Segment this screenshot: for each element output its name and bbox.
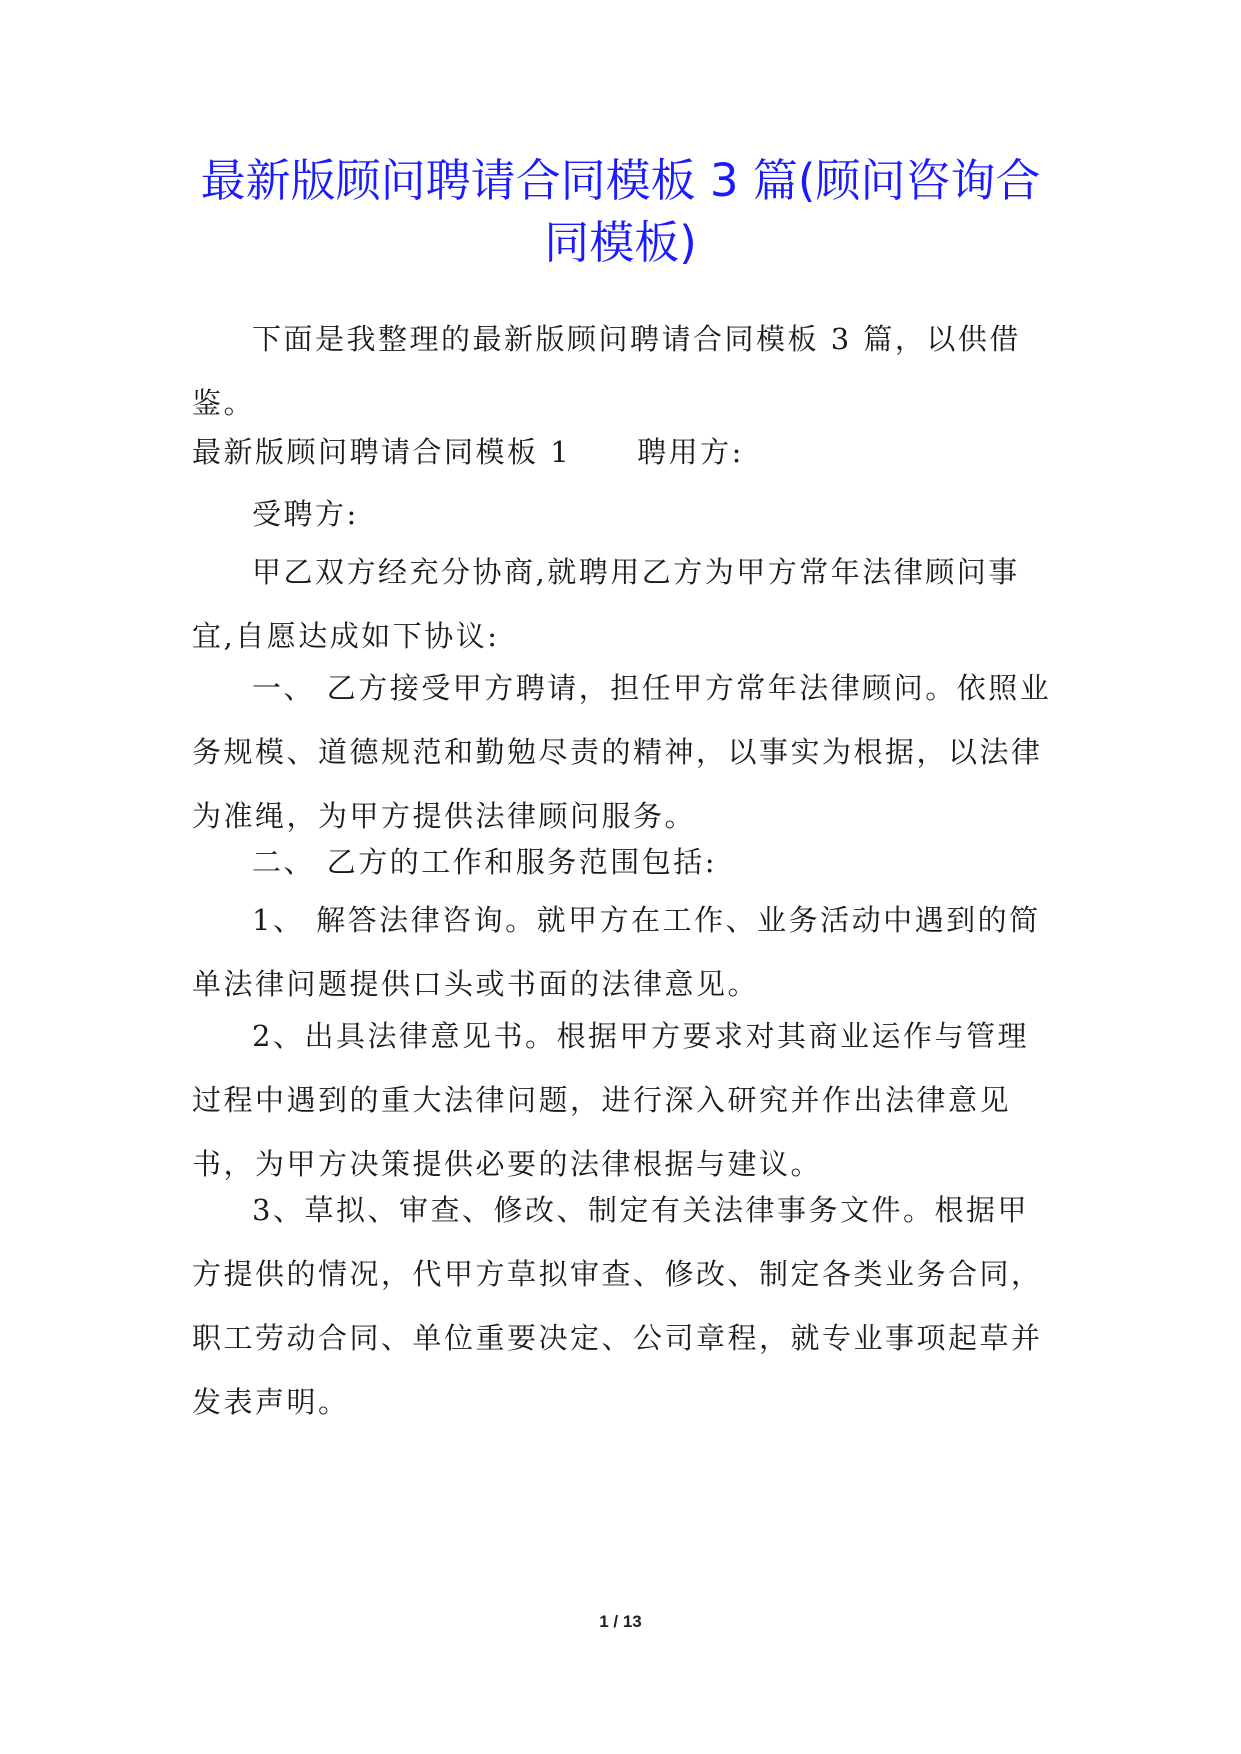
service-item-1: 1、 解答法律咨询。就甲方在工作、业务活动中遇到的简单法律问题提供口头或书面的法律意见。 [192, 903, 1041, 1001]
intro-paragraph: 下面是我整理的最新版顾问聘请合同模板 3 篇，以供借鉴。 [192, 322, 1021, 420]
document-title [150, 150, 1091, 274]
service-item-3: 3、草拟、审查、修改、制定有关法律事务文件。根据甲方提供的情况，代甲方草拟审查、修改、制定各类业务合同，职工劳动合同、单位重要决定、公司章程，就专业事项起草并发表声明。 [192, 1193, 1043, 1419]
title-line-1: 最新版顾问聘请合同模板 3 篇(顾问咨询合 [200, 154, 1041, 207]
service-item-2: 2、出具法律意见书。根据甲方要求对其商业运作与管理过程中遇到的重大法律问题，进行深入研究并作出法律意见书，为甲方决策提供必要的法律根据与建议。 [192, 1019, 1029, 1181]
employer-label: 聘用方: [637, 435, 744, 469]
section-heading: 最新版顾问聘请合同模板 1 [192, 435, 572, 469]
clause-two: 二、 乙方的工作和服务范围包括: [252, 845, 717, 879]
page-number: 1 / 13 [599, 1612, 642, 1631]
clause-one: 一、 乙方接受甲方聘请，担任甲方常年法律顾问。依照业务规模、道德规范和勤勉尽责的精神，以事实为根据，以法律为准绳，为甲方提供法律顾问服务。 [192, 671, 1052, 833]
title-line-2: 同模板) [544, 216, 697, 269]
agreement-paragraph: 甲乙双方经充分协商,就聘用乙方为甲方常年法律顾问事宜,自愿达成如下协议: [192, 555, 1020, 653]
employee-label: 受聘方: [252, 497, 359, 531]
section-heading-row [192, 420, 1054, 484]
